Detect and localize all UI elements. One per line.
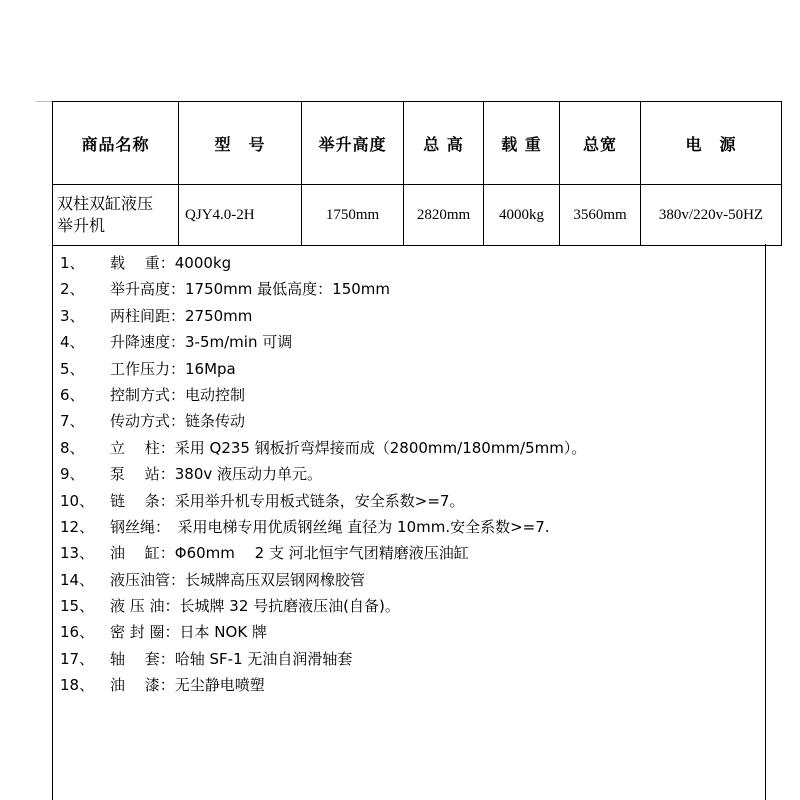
spec-list — [60, 250, 760, 699]
item-number: 2、 — [60, 280, 85, 299]
cell-model: QJY4.0-2H — [179, 185, 302, 246]
item-text: 传动方式：链条传动 — [110, 412, 246, 431]
item-text: 液压油管：长城牌高压双层钢网橡胶管 — [110, 570, 366, 589]
header-total-width: 总宽 — [560, 102, 641, 185]
header-load: 载 重 — [484, 102, 560, 185]
list-item — [60, 303, 760, 329]
spec-table — [52, 101, 782, 246]
cell-power: 380v/220v-50HZ — [641, 185, 782, 246]
item-number: 12、 — [60, 517, 95, 536]
cell-product-name — [53, 185, 179, 246]
item-text: 举升高度：1750mm 最低高度：150mm — [110, 280, 391, 299]
cell-load: 4000kg — [484, 185, 560, 246]
item-number: 3、 — [60, 306, 85, 325]
list-item — [60, 672, 760, 698]
item-text: 油 缸：Φ60mm 2 支 河北恒宇气团精磨液压油缸 — [110, 544, 469, 563]
item-text: 载 重：4000kg — [110, 254, 232, 272]
list-item — [60, 593, 760, 619]
table-header-row — [53, 102, 782, 185]
list-item — [60, 488, 760, 514]
list-item — [60, 435, 760, 461]
item-number: 7、 — [60, 412, 85, 431]
item-text: 立 柱：采用 Q235 钢板折弯焊接而成（2800mm/180mm/5mm）。 — [110, 438, 587, 457]
list-item — [60, 646, 760, 672]
item-text: 油 漆：无尘静电喷塑 — [110, 676, 265, 695]
item-text: 密 封 圈：日本 NOK 牌 — [110, 623, 267, 642]
item-number: 5、 — [60, 359, 85, 378]
list-item — [60, 382, 760, 408]
item-text: 钢丝绳： 采用电梯专用优质钢丝绳 直径为 10mm.安全系数>=7. — [110, 517, 550, 536]
header-total-height: 总 高 — [404, 102, 484, 185]
item-text: 泵 站：380v 液压动力单元。 — [110, 465, 323, 484]
item-text: 轴 套：哈轴 SF-1 无油自润滑轴套 — [110, 649, 353, 668]
item-number: 16、 — [60, 623, 95, 642]
list-item — [60, 408, 760, 434]
item-number: 13、 — [60, 544, 95, 563]
item-number: 9、 — [60, 465, 85, 484]
cell-lift-height: 1750mm — [302, 185, 404, 246]
list-item — [60, 356, 760, 382]
item-number: 8、 — [60, 438, 85, 457]
item-text: 工作压力：16Mpa — [110, 359, 236, 378]
header-lift-height: 举升高度 — [302, 102, 404, 185]
item-text: 液 压 油：长城牌 32 号抗磨液压油(自备)。 — [110, 597, 400, 616]
item-text: 链 条：采用举升机专用板式链条，安全系数>=7。 — [110, 491, 465, 510]
list-item — [60, 276, 760, 302]
item-number: 14、 — [60, 570, 95, 589]
table-row — [53, 185, 782, 246]
list-item — [60, 540, 760, 566]
item-number: 18、 — [60, 676, 95, 695]
item-number: 15、 — [60, 597, 95, 616]
item-number: 4、 — [60, 333, 85, 352]
list-item — [60, 250, 760, 276]
item-text: 控制方式：电动控制 — [110, 385, 246, 404]
list-item — [60, 514, 760, 540]
item-number: 1、 — [60, 254, 85, 272]
list-item — [60, 619, 760, 645]
product-name-line1: 双柱双缸液压 — [57, 194, 154, 213]
list-item — [60, 329, 760, 355]
item-number: 6、 — [60, 385, 85, 404]
header-model: 型 号 — [179, 102, 302, 185]
list-item — [60, 567, 760, 593]
item-text: 升降速度：3-5m/min 可调 — [110, 333, 293, 352]
list-item — [60, 461, 760, 487]
item-number: 17、 — [60, 649, 95, 668]
cell-total-width: 3560mm — [560, 185, 641, 246]
item-text: 两柱间距：2750mm — [110, 306, 253, 325]
item-number: 10、 — [60, 491, 95, 510]
header-power: 电 源 — [641, 102, 782, 185]
product-name-line2: 举升机 — [57, 216, 106, 235]
header-product-name: 商品名称 — [53, 102, 179, 185]
cell-total-height: 2820mm — [404, 185, 484, 246]
